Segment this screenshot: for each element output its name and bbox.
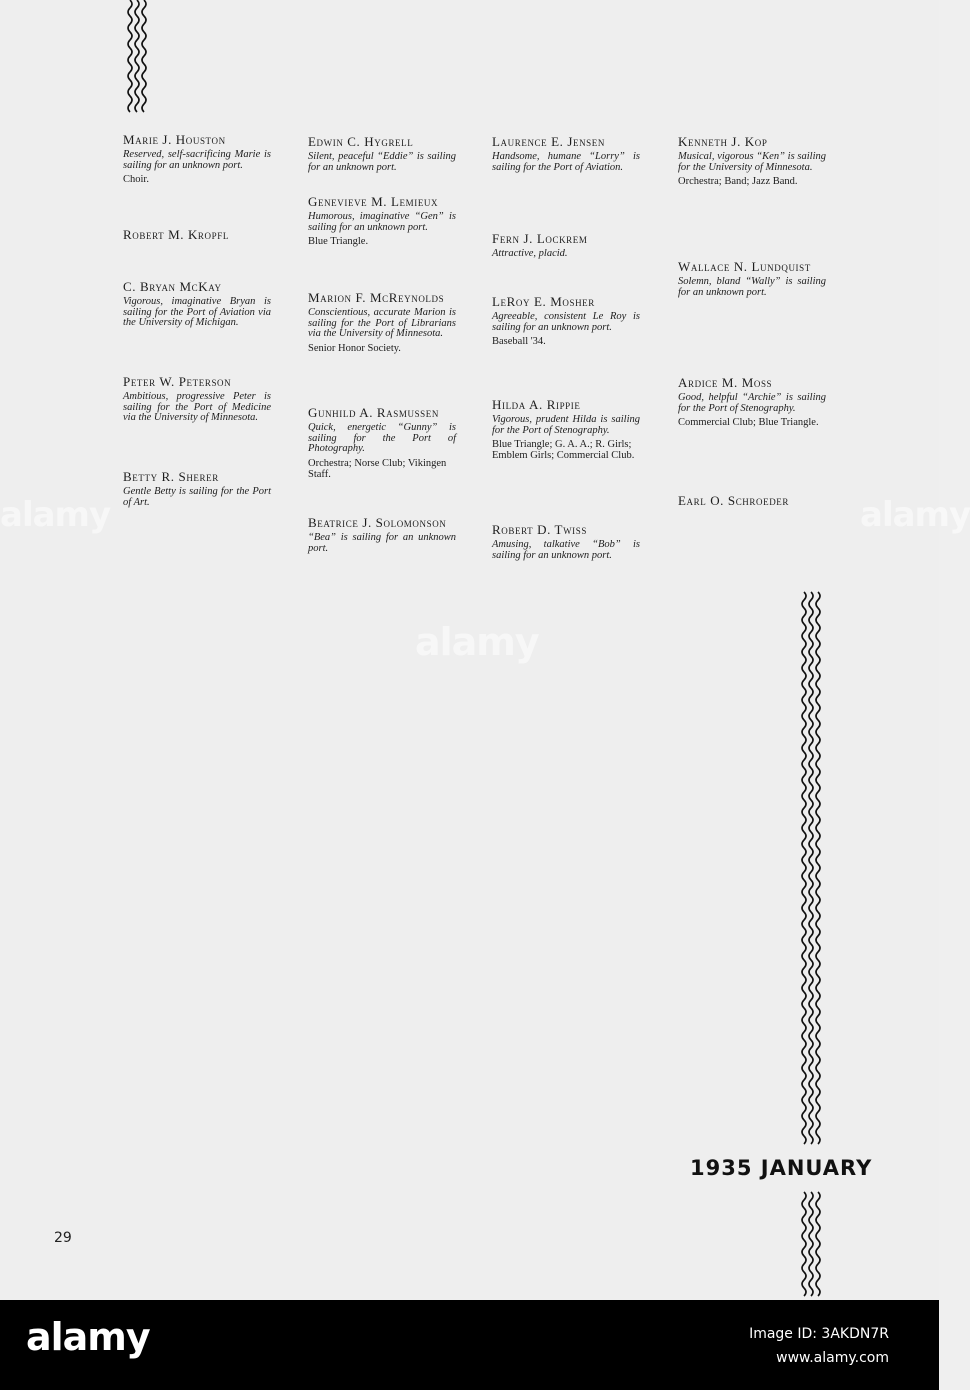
student-description: Good, helpful “Archie” is sailing for the Port of Stenography.: [678, 392, 826, 414]
watermark-bar: [0, 1300, 939, 1390]
image-id: Image ID: 3AKDN7R: [749, 1326, 889, 1342]
student-activities: Baseball '34.: [492, 336, 546, 347]
student-description: Attractive, placid.: [492, 248, 568, 259]
entry-houston: [123, 131, 271, 226]
student-name: LeRoy E. Mosher: [492, 294, 595, 309]
entry-mckay: [123, 278, 271, 373]
column-2: [308, 133, 456, 554]
alamy-logo: alamy: [26, 1315, 150, 1359]
entry-jensen: [492, 133, 640, 230]
student-description: Amusing, talkative “Bob” is sailing for an unknown port.: [492, 539, 640, 561]
watermark-logo: alamy: [415, 620, 539, 664]
student-description: Vigorous, imaginative Bryan is sailing for the Port of Aviation via the University of Michigan.: [123, 296, 271, 328]
watermark-logo: alamy: [0, 495, 111, 535]
student-activities: Senior Honor Society.: [308, 342, 401, 354]
student-name: Robert D. Twiss: [492, 522, 587, 537]
entry-kop: [678, 133, 826, 258]
student-name: Wallace N. Lundquist: [678, 259, 811, 274]
student-name: Betty R. Sherer: [123, 469, 219, 484]
column-4: [678, 133, 826, 510]
wavy-line-ornament-top: [122, 0, 152, 116]
entry-sherer: [123, 468, 271, 508]
student-name: Laurence E. Jensen: [492, 134, 605, 149]
entry-schroeder: [678, 492, 826, 510]
student-description: Musical, vigorous “Ken” is sailing for the University of Minnesota.: [678, 151, 826, 173]
wavy-line-ornament-right: [796, 592, 826, 1150]
entry-rippie: [492, 396, 640, 521]
student-name: Ardice M. Moss: [678, 375, 773, 390]
student-description: Vigorous, prudent Hilda is sailing for the Port of Stenography.: [492, 414, 640, 436]
student-activities: Blue Triangle; G. A. A.; R. Girls; Emblem Girls; Commercial Club.: [492, 439, 635, 461]
column-1: [123, 131, 271, 508]
page-title: 1935 JANUARY: [690, 1156, 873, 1180]
entry-moss: [678, 374, 826, 492]
site-url: www.alamy.com: [776, 1350, 889, 1366]
student-description: Silent, peaceful “Eddie” is sailing for an unknown port.: [308, 151, 456, 173]
entry-kropfl: [123, 226, 271, 278]
student-name: Earl O. Schroeder: [678, 493, 790, 508]
column-3: [492, 133, 640, 561]
student-description: Handsome, humane “Lorry” is sailing for the Port of Aviation.: [492, 151, 640, 173]
watermark-logo: alamy: [860, 495, 970, 535]
student-name: Marie J. Houston: [123, 132, 226, 147]
entry-hygrell: [308, 133, 456, 193]
entry-twiss: [492, 521, 640, 561]
student-activities: Blue Triangle.: [308, 236, 369, 247]
student-description: Ambitious, progressive Peter is sailing for the Port of Medicine via the University of Minnesota.: [123, 391, 271, 423]
student-name: Beatrice J. Solomonson: [308, 515, 447, 530]
student-name: Gunhild A. Rasmussen: [308, 405, 439, 420]
entry-mosher: [492, 293, 640, 396]
entry-lemieux: [308, 193, 456, 289]
student-activities: Orchestra; Band; Jazz Band.: [678, 176, 798, 187]
entry-peterson: [123, 373, 271, 468]
student-description: Solemn, bland “Wally” is sailing for an unknown port.: [678, 276, 826, 298]
student-name: Edwin C. Hygrell: [308, 134, 414, 149]
entry-solomonson: [308, 514, 456, 554]
student-name: Marion F. McReynolds: [308, 290, 445, 305]
student-name: C. Bryan McKay: [123, 279, 222, 294]
entry-rasmussen: [308, 404, 456, 514]
entry-lundquist: [678, 258, 826, 374]
page-number: 29: [54, 1230, 72, 1246]
student-description: Conscientious, accurate Marion is sailing for the Port of Librarians via the University of Minnesota.: [308, 307, 456, 339]
entry-mcreynolds: [308, 289, 456, 404]
student-name: Peter W. Peterson: [123, 374, 232, 389]
student-activities: Orchestra; Norse Club; Vikingen Staff.: [308, 457, 447, 480]
student-activities: Choir.: [123, 174, 149, 185]
student-description: Reserved, self-sacrificing Marie is sailing for an unknown port.: [123, 149, 271, 171]
student-description: Agreeable, consistent Le Roy is sailing for an unknown port.: [492, 311, 640, 333]
student-name: Kenneth J. Kop: [678, 134, 768, 149]
student-description: Gentle Betty is sailing for the Port of Art.: [123, 486, 271, 508]
student-name: Hilda A. Rippie: [492, 397, 581, 412]
student-description: Humorous, imaginative “Gen” is sailing for an unknown port.: [308, 211, 456, 233]
student-description: “Bea” is sailing for an unknown port.: [308, 532, 456, 554]
student-name: Robert M. Kropfl: [123, 227, 229, 242]
student-description: Quick, energetic “Gunny” is sailing for the Port of Photography.: [308, 422, 456, 454]
entry-lockrem: [492, 230, 640, 293]
image-id-text: [749, 1322, 889, 1370]
student-name: Fern J. Lockrem: [492, 231, 588, 246]
student-activities: Commercial Club; Blue Triangle.: [678, 417, 819, 428]
wavy-line-ornament-bottom: [796, 1192, 826, 1300]
student-name: Genevieve M. Lemieux: [308, 194, 439, 209]
